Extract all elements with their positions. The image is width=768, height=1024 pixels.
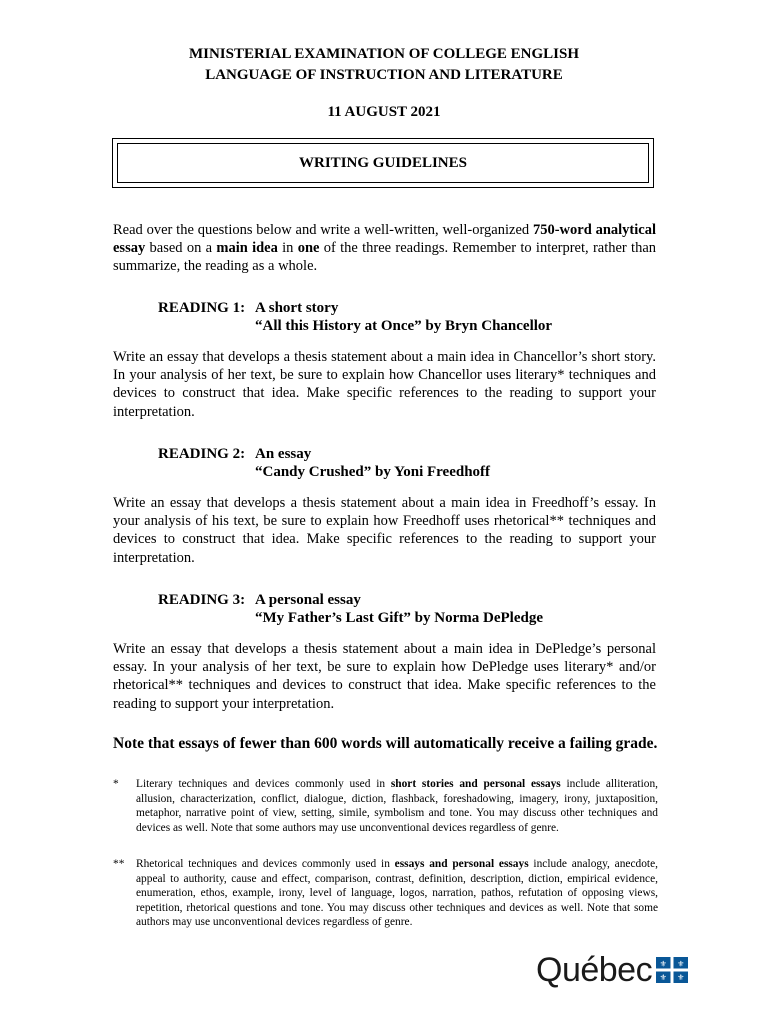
intro-one: one [297, 240, 320, 257]
reading-3-title: “My Father’s Last Gift” by Norma DePledge [255, 610, 543, 626]
footnote-literary [113, 777, 658, 835]
footnote-literary-mark: * [113, 778, 119, 790]
intro-text-4: of the three readings. Remember to interpret, rather than summarize, the reading as a whole. [113, 240, 657, 275]
failing-grade-note: Note that essays of fewer than 600 words will automatically receive a failing grade. [113, 735, 658, 752]
intro-main-idea: main idea [216, 240, 278, 257]
intro-text-2: based on a [145, 240, 217, 257]
svg-text:⚜: ⚜ [677, 959, 685, 969]
guidelines-box [112, 138, 654, 188]
guidelines-title: WRITING GUIDELINES [117, 143, 649, 183]
reading-1-heading [158, 299, 552, 335]
footnote-literary-list: include alliteration, allusion, characterization, conflict, dialogue, diction, flashback, foreshadowing, imagery, irony, juxtaposition, metaphor, narrative point of view, setting, simile, symbolism and tone. You may discuss other techniques and devices as well. Note that some authors may use unconventional devices regardless of genre. [136, 778, 659, 834]
reading-1-prompt: Write an essay that develops a thesis statement about a main idea in Chancellor’s short story. In your analysis of her text, be sure to explain how Chancellor uses literary* techniques and devices to construct that idea. Make specific references to the reading to support your interpretation. [113, 349, 656, 420]
reading-2-label: READING 2: [158, 446, 246, 462]
footnote-rhetorical-mark: ** [113, 858, 125, 870]
footnote-rhetorical-lead: Rhetorical techniques and devices commonly used in [136, 858, 395, 870]
reading-2-heading [158, 445, 490, 481]
reading-2-genre: An essay [255, 446, 312, 462]
reading-2-title: “Candy Crushed” by Yoni Freedhoff [255, 464, 491, 480]
reading-3-heading [158, 591, 543, 627]
svg-text:⚜: ⚜ [659, 973, 667, 982]
intro-word-count: 750-word analytical essay [113, 222, 656, 257]
quebec-flag-icon [656, 957, 688, 983]
footnote-literary-text [136, 777, 658, 835]
quebec-logo [536, 950, 688, 990]
exam-title: MINISTERIAL EXAMINATION OF COLLEGE ENGLISH [188, 46, 580, 62]
quebec-wordmark: Québec [536, 951, 653, 989]
exam-subtitle: LANGUAGE OF INSTRUCTION AND LITERATURE [205, 67, 563, 83]
reading-2-prompt: Write an essay that develops a thesis statement about a main idea in Freedhoff’s essay. In your analysis of his text, be sure to explain how Freedhoff uses rhetorical** techniques and devices to construct that idea. Make specific references to the reading to support your interpretation. [113, 495, 656, 566]
footnote-rhetorical-genres: essays and personal essays [394, 858, 529, 870]
reading-3-label: READING 3: [158, 592, 246, 608]
reading-1-genre: A short story [255, 300, 339, 316]
footnote-literary-genres: short stories and personal essays [390, 778, 561, 790]
intro-paragraph [113, 221, 656, 276]
intro-text-3: in [277, 240, 298, 257]
footnote-rhetorical-text [136, 857, 658, 930]
reading-3-prompt: Write an essay that develops a thesis statement about a main idea in DePledge’s personal essay. In your analysis of her text, be sure to explain how DePledge uses literary* and/or rhetorical** techniques and devices to construct that idea. Make specific references to the reading to support your interpretation. [113, 641, 656, 712]
svg-text:⚜: ⚜ [677, 973, 685, 982]
footnote-literary-lead: Literary techniques and devices commonly used in [136, 778, 391, 790]
reading-1-label: READING 1: [158, 300, 246, 316]
exam-date: 11 AUGUST 2021 [327, 104, 441, 120]
intro-text-1: Read over the questions below and write a well-written, well-organized [113, 222, 533, 238]
footnote-rhetorical-list: include analogy, anecdote, appeal to authority, cause and effect, comparison, contrast, definition, description, diction, empirical evidence, enumeration, ethos, example, irony, level of language, logos, narration, pathos, refutation of opposing views, repetition, rhetorical questions and tone. You may discuss other techniques and devices as well. Note that some authors may use unconventional devices regardless of genre. [136, 858, 658, 929]
footnote-rhetorical [113, 857, 658, 930]
reading-3-genre: A personal essay [255, 592, 361, 608]
reading-1-title: “All this History at Once” by Bryn Chancellor [255, 318, 553, 334]
svg-text:⚜: ⚜ [659, 959, 667, 969]
